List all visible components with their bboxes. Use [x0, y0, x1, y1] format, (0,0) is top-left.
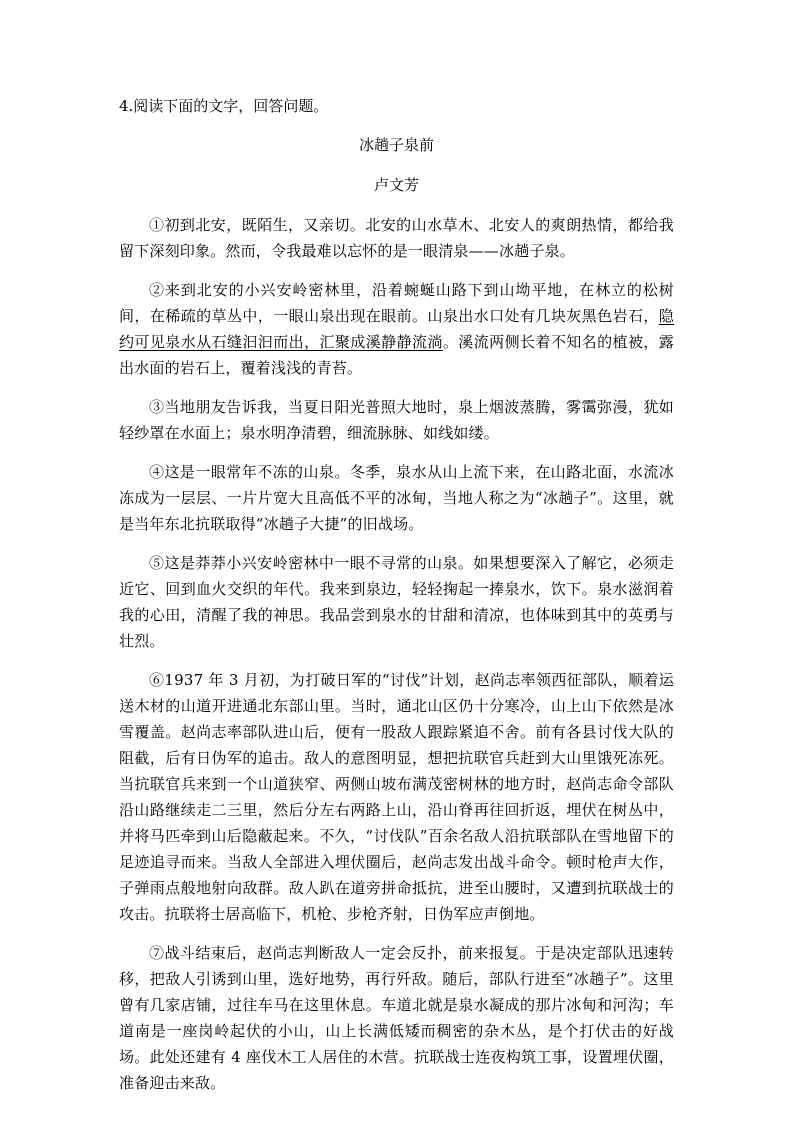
paragraph-2 — [119, 277, 674, 381]
article-title: 冰趟子泉前 — [358, 136, 434, 154]
question-prompt: 4.阅读下面的文字，回答问题。 — [119, 97, 329, 115]
paragraph-4: ④这是一眼常年不冻的山泉。冬季，泉水从山上流下来，在山路北面，水流冰冻成为一层层、一片片宽大且高低不平的冰甸，当地人称之为“冰趟子”。这里，就是当年东北抗联取得“冰趟子大捷”的旧战场。 — [119, 463, 674, 533]
article-body — [119, 212, 674, 1109]
paragraph-3: ③当地朋友告诉我，当夏日阳光普照大地时，泉上烟波蒸腾，雾霭弥漫，犹如轻纱罩在水面上；泉水明净清碧，细流脉脉、如线如缕。 — [119, 398, 674, 442]
underlined-sentence: 隐约可见泉水从石缝汩汩而出，汇聚成溪静静流淌 — [119, 307, 674, 351]
paragraph-2-text-after: 。溪流两侧长着不知名的植被，露出水面的岩石上，覆着浅浅的青苔。 — [119, 333, 674, 377]
paragraph-1: ①初到北安，既陌生，又亲切。北安的山水草木、北安人的爽朗热情，都给我留下深刻印象。然而，令我最难以忘怀的是一眼清泉——冰趟子泉。 — [119, 216, 674, 260]
paragraph-6: ⑥1937 年 3 月初，为打破日军的“讨伐”计划，赵尚志率领西征部队，顺着运送木材的山道开进通北东部山里。当时，通北山区仍十分寒冷，山上山下依然是冰雪覆盖。赵尚志率部队进山后，便有一股敌人跟踪紧追不舍。前有各县讨伐大队的阻截，后有日伪军的追击。敌人的意图明显，想把抗联官兵赶到大山里饿死冻死。当抗联官兵来到一个山道狭窄、两侧山坡布满茂密树林的地方时，赵尚志命令部队沿山路继续走二三里，然后分左右两路上山，沿山脊再往回折返，埋伏在树丛中，并将马匹牵到山后隐蔽起来。不久，“讨伐队”百余名敌人沿抗联部队在雪地留下的足迹追寻而来。当敌人全部进入埋伏圈后，赵尚志发出战斗命令。顿时枪声大作，子弹雨点般地射向敌群。敌人趴在道旁拼命抵抗，进至山腰时，又遭到抗联战士的攻击。抗联将士居高临下，机枪、步枪齐射，日伪军应声倒地。 — [119, 671, 674, 923]
article-author: 卢文芳 — [373, 176, 419, 194]
paragraph-2-text-before: ②来到北安的小兴安岭密林里，沿着蜿蜒山路下到山坳平地，在林立的松树间，在稀疏的草丛中，一眼山泉出现在眼前。山泉出水口处有几块灰黑色岩石， — [119, 281, 674, 325]
paragraph-5: ⑤这是莽莽小兴安岭密林中一眼不寻常的山泉。如果想要深入了解它，必须走近它、回到血火交织的年代。我来到泉边，轻轻掬起一捧泉水，饮下。泉水滋润着我的心田，清醒了我的神思。我品尝到泉水的甘甜和清凉，也体味到其中的英勇与壮烈。 — [119, 554, 674, 650]
paragraph-7: ⑦战斗结束后，赵尚志判断敌人一定会反扑，前来报复。于是决定部队迅速转移，把敌人引诱到山里，选好地势，再行歼敌。随后，部队行进至“冰趟子”。这里曾有几家店铺，过往车马在这里休息。车道北就是泉水凝成的那片冰甸和河沟；车道南是一座岗岭起伏的小山，山上长满低矮而稠密的杂木丛，是个打伏击的好战场。此处还建有 4 座伐木工人居住的木营。抗联战士连夜构筑工事，设置埋伏圈，准备迎击来敌。 — [119, 944, 674, 1092]
